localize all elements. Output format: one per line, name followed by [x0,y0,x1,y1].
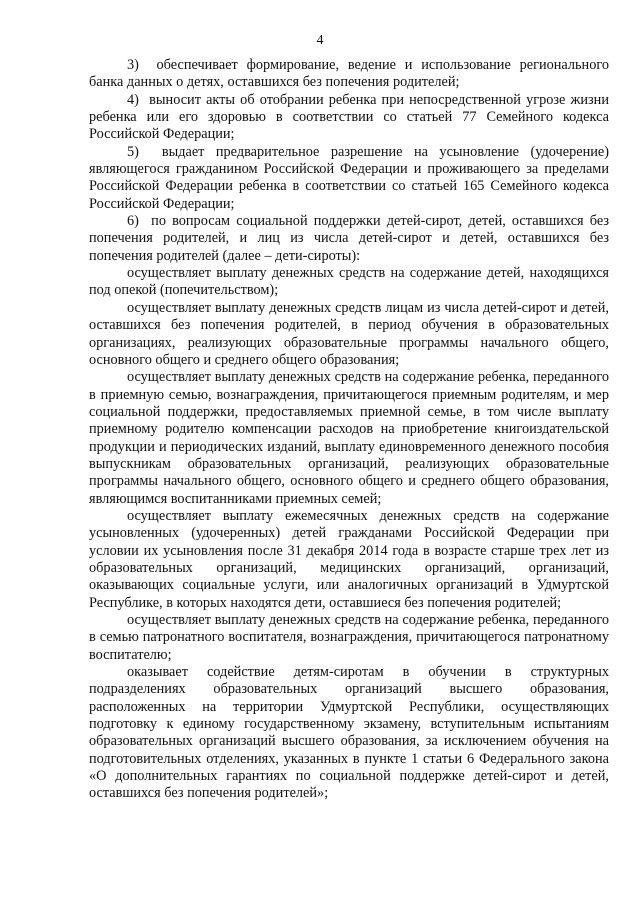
paragraph-item-5: 5) выдает предварительное разрешение на усыновление (удочерение) являющегося гражданином Российской Федерации и проживающего за пределами Российской Федерации ребенка в соответствии со статьей 165 Семейного кодекса Российской Федерации; [89,143,609,212]
paragraph-item-3: 3) обеспечивает формирование, ведение и использование регионального банка данных о детях, оставшихся без попечения родителей; [89,57,609,91]
paragraph-item-6: 6) по вопросам социальной поддержки детей-сирот, детей, оставшихся без попечения родителей, и лиц из числа детей-сирот и детей, оставшихся без попечения родителей (далее – дети-сироты): [89,213,609,264]
page-number: 4 [316,33,324,48]
paragraph-adoption-payment: осуществляет выплату ежемесячных денежных средств на содержание усыновленных (удочеренных) детей гражданами Российской Федерации при условии их усыновления после 31 декабря 2014 года в возрасте старше трех лет из образовательных организаций, медицинских организаций, организаций, оказывающих социальные услуги, или аналогичных организаций в Удмуртской Республике, в которых находятся дети, оставшиеся без попечения родителей; [89,507,609,611]
paragraph-item-4: 4) выносит акты об отобрании ребенка при непосредственной угрозе жизни ребенка или его здоровью в соответствии со статьей 77 Семейного кодекса Российской Федерации; [89,91,609,143]
body-text [89,57,609,803]
paragraph-guardianship-payment: осуществляет выплату денежных средств на содержание детей, находящихся под опекой (попечительством); [89,265,609,299]
paragraph-education-payment: осуществляет выплату денежных средств лицам из числа детей-сирот и детей, оставшихся без попечения родителей, в период обучения в образовательных организациях, реализующих образовательные программы начального общего, основного общего и среднего общего образования; [89,299,609,368]
paragraph-patronage-payment: осуществляет выплату денежных средств на содержание ребенка, переданного в семью патронатного воспитателя, вознаграждения, причитающегося патронатному воспитателю; [89,612,609,663]
paragraph-foster-family-payment: осуществляет выплату денежных средств на содержание ребенка, переданного в приемную семью, вознаграждения, причитающегося приемным родителям, и мер социальной поддержки, предоставляемых приемной семье, в том числе выплату приемному родителю компенсации расходов на приобретение книгоиздательской продукции и периодических изданий, выплату единовременного денежного пособия выпускникам образовательных организаций, реализующих образовательные программы начального общего, основного общего и среднего общего образования, являющимся воспитанниками приемных семей; [89,369,609,507]
paragraph-education-assistance: оказывает содействие детям-сиротам в обучении в структурных подразделениях образовательных организаций высшего образования, расположенных на территории Удмуртской Республики, осуществляющих подготовку к единому государственному экзамену, вступительным испытаниям образовательных организаций высшего образования, за исключением обучения на подготовительных отделениях, указанных в пункте 1 статьи 6 Федерального закона «О дополнительных гарантиях по социальной поддержке детей-сирот и детей, оставшихся без попечения родителей»; [89,664,609,802]
